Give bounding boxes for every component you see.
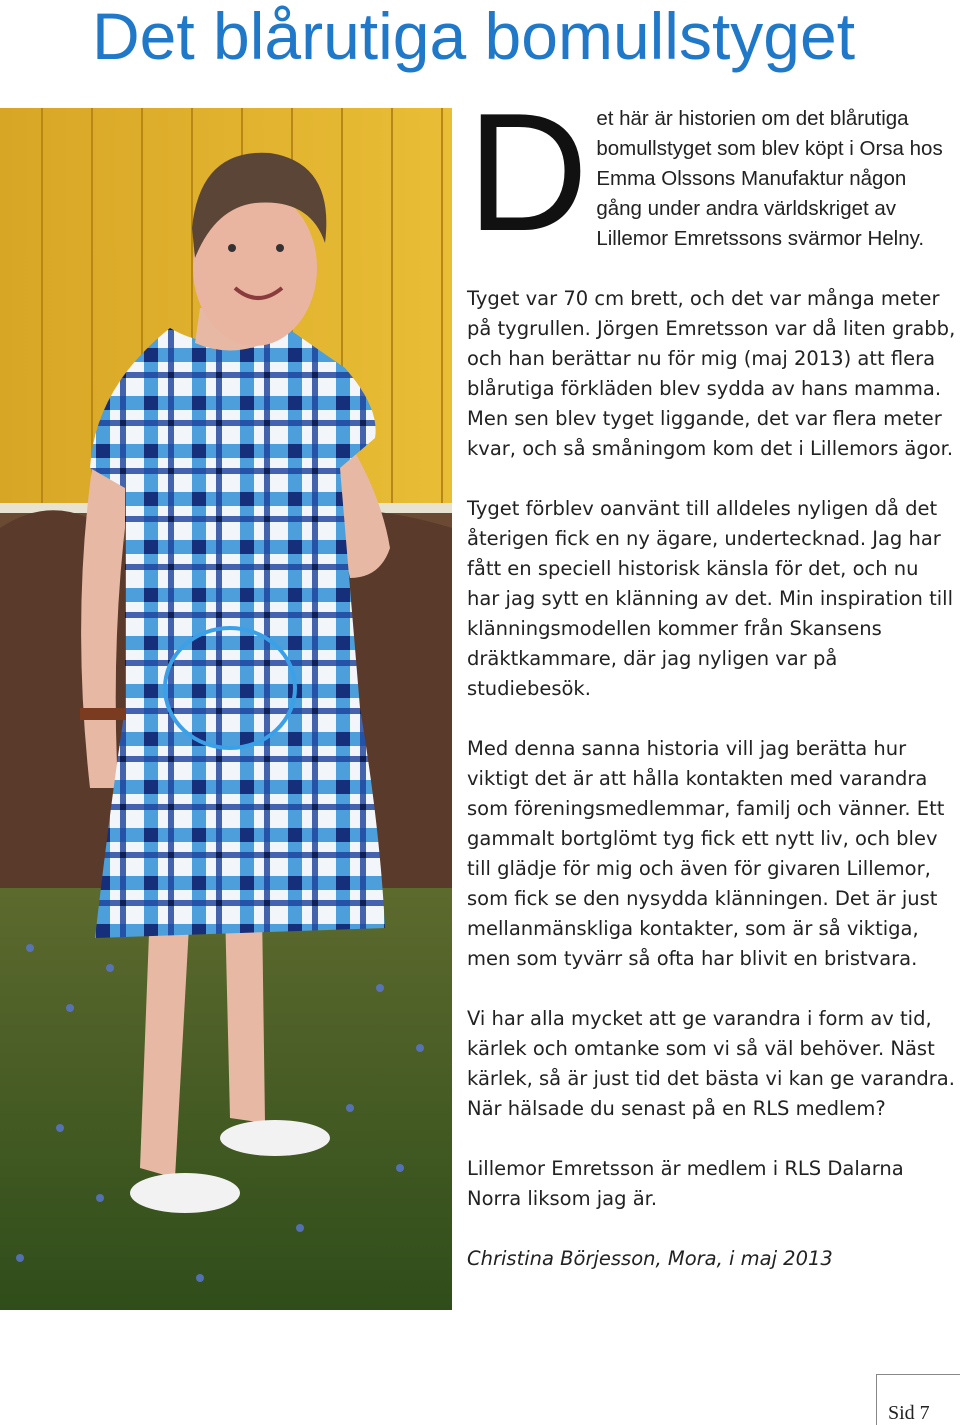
paragraph-4: Vi har alla mycket att ge varandra i form av tid, kärlek och omtanke som vi så väl behöver. Näst kärlek, så är just tid det bästa vi kan ge varandra. När hälsade du senast på en RLS medlem? <box>467 1007 955 1120</box>
page-title: Det blårutiga bomullstyget <box>92 0 856 73</box>
drop-cap: D <box>467 78 589 266</box>
intro-paragraph <box>467 78 957 266</box>
intro-text: et här är historien om det blårutiga bomullstyget som blev köpt i Orsa hos Emma Olssons Manufaktur någon gång under andra världskriget av Lillemor Emretssons svärmor Helny. <box>596 107 943 250</box>
signature: Christina Börjesson, Mora, i maj 2013 <box>467 1247 833 1270</box>
paragraph-5: Lillemor Emretsson är medlem i RLS Dalarna Norra liksom jag är. <box>467 1157 904 1210</box>
paragraph-1: Tyget var 70 cm brett, och det var många meter på tygrullen. Jörgen Emretsson var då liten grabb, och han berättar nu för mig (maj 2013) att flera blårutiga förkläden blev sydda av hans mamma. Men sen blev tyget liggande, det var flera meter kvar, och så småningom kom det i Lillemors ägor. <box>467 287 956 460</box>
paragraph-3: Med denna sanna historia vill jag berätta hur viktigt det är att hålla kontakten med varandra som föreningsmedlemmar, familj och vänner. Ett gammalt bortglömt tyg fick ett nytt liv, och blev till glädje för mig och även för givaren Lillemor, som fick se den nysydda klänningen. Det är just mellanmänskliga kontakter, som är så viktiga, men som tyvärr så ofta har blivit en bristvara. <box>467 737 945 970</box>
page-number: Sid 7 <box>888 1402 930 1424</box>
page-corner-line <box>876 1374 960 1375</box>
paragraph-2: Tyget förblev oanvänt till alldeles nyligen då det återigen fick en ny ägare, undertecknad. Jag har fått en speciell historisk känsla för det, och nu har jag sytt en klänning av det. Min inspiration till klänningsmodellen kommer från Skansens dräktkammare, där jag nyligen var på studiebesök. <box>467 497 953 700</box>
page-corner-line-vertical <box>876 1374 877 1425</box>
article-body <box>467 78 957 1304</box>
photo-woman-in-checked-dress <box>0 108 452 1310</box>
